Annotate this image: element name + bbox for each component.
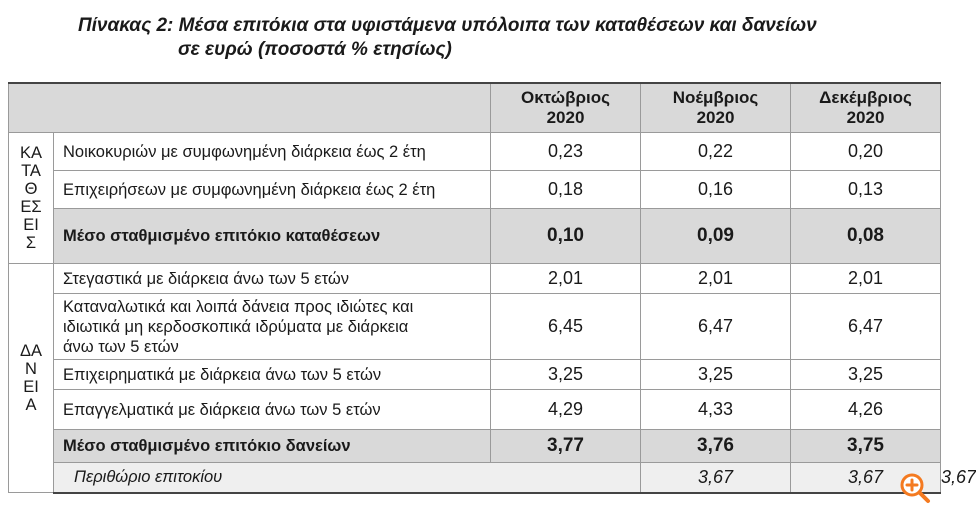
row-label: Καταναλωτικά και λοιπά δάνεια προς ιδιώτες και ιδιωτικά μη κερδοσκοπικά ιδρύματα με διάρκεια άνω των 5 ετών [54, 294, 491, 360]
interest-margin-row: Περιθώριο επιτοκίου 3,67 3,67 3,67 [9, 463, 941, 493]
value-october: 4,29 [491, 390, 641, 430]
column-header-october: Οκτώβριος 2020 [491, 83, 641, 133]
table-title [78, 14, 898, 62]
deposits-side-label: ΚΑ ΤΑ Θ ΕΣ ΕΙ Σ [9, 133, 54, 264]
column-header-november: Νοέμβριος 2020 [641, 83, 791, 133]
value-october: 3,77 [491, 430, 641, 463]
header-empty-cell [9, 83, 491, 133]
table-row [9, 264, 941, 294]
title-line-1: Πίνακας 2: Μέσα επιτόκια στα υφιστάμενα υπόλοιπα των καταθέσεων και δανείων [78, 15, 817, 36]
value-october: 6,45 [491, 294, 641, 360]
header-row [9, 83, 941, 133]
table-row [9, 294, 941, 360]
value-october: 3,67 [641, 463, 791, 493]
title-line-2: σε ευρώ (ποσοστά % ετησίως) [178, 39, 452, 60]
row-label: Νοικοκυριών με συμφωνημένη διάρκεια έως 2 έτη [54, 133, 491, 171]
deposits-average-row [9, 209, 941, 264]
value-october: 0,10 [491, 209, 641, 264]
value-november: 3,67 [791, 463, 941, 493]
row-label: Επιχειρήσεων με συμφωνημένη διάρκεια έως 2 έτη [54, 171, 491, 209]
loans-average-row [9, 430, 941, 463]
value-november: 4,33 [641, 390, 791, 430]
value-december: 4,26 [791, 390, 941, 430]
row-label: Περιθώριο επιτοκίου [54, 463, 641, 493]
loans-side-label: ΔΑ Ν ΕΙ Α [9, 264, 54, 493]
value-november: 3,76 [641, 430, 791, 463]
value-october: 2,01 [491, 264, 641, 294]
row-label: Στεγαστικά με διάρκεια άνω των 5 ετών [54, 264, 491, 294]
value-december: 3,75 [791, 430, 941, 463]
value-december: 0,20 [791, 133, 941, 171]
value-october: 0,18 [491, 171, 641, 209]
value-december: 0,13 [791, 171, 941, 209]
value-december: 6,47 [791, 294, 941, 360]
value-october: 0,23 [491, 133, 641, 171]
value-december: 0,08 [791, 209, 941, 264]
value-november: 0,22 [641, 133, 791, 171]
row-label: Επαγγελματικά με διάρκεια άνω των 5 ετών [54, 390, 491, 430]
table-row [9, 360, 941, 390]
value-december: 3,25 [791, 360, 941, 390]
row-label: Επιχειρηματικά με διάρκεια άνω των 5 ετών [54, 360, 491, 390]
value-december: 2,01 [791, 264, 941, 294]
value-november: 2,01 [641, 264, 791, 294]
table-row [9, 390, 941, 430]
row-label: Μέσο σταθμισμένο επιτόκιο δανείων [54, 430, 491, 463]
value-october: 3,25 [491, 360, 641, 390]
table-row [9, 171, 941, 209]
row-label: Μέσο σταθμισμένο επιτόκιο καταθέσεων [54, 209, 491, 264]
value-november: 6,47 [641, 294, 791, 360]
value-november: 0,16 [641, 171, 791, 209]
column-header-december: Δεκέμβριος 2020 [791, 83, 941, 133]
interest-rates-table [8, 82, 976, 494]
value-november: 3,25 [641, 360, 791, 390]
value-november: 0,09 [641, 209, 791, 264]
table-row [9, 133, 941, 171]
zoom-in-icon[interactable] [899, 472, 931, 504]
